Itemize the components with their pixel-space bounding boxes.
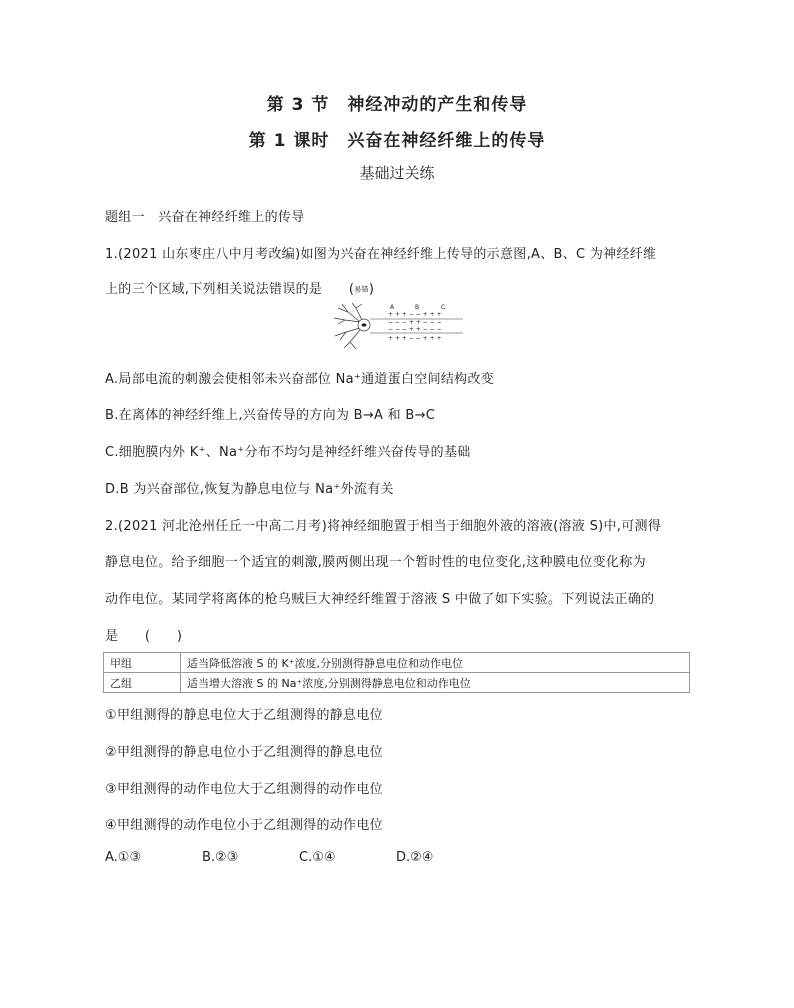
desc-cell: 适当增大溶液 S 的 Na⁺浓度,分别测得静息电位和动作电位 — [181, 673, 690, 693]
q2-option-b: B.②③ — [202, 850, 239, 865]
experiment-table — [103, 652, 690, 693]
q2-stem-line2: 静息电位。给予细胞一个适宜的刺激,膜两侧出现一个暂时性的电位变化,这种膜电位变化称为 — [105, 555, 646, 570]
group1-title: 题组一 兴奋在神经纤维上的传导 — [105, 210, 305, 225]
q1-option-b: B.在离体的神经纤维上,兴奋传导的方向为 B→A 和 B→C — [105, 408, 436, 423]
q2-option-c: C.①④ — [299, 850, 336, 865]
q2-stem-line3: 动作电位。某同学将离体的枪乌贼巨大神经纤维置于溶液 S 中做了如下实验。下列说法正确的 — [105, 592, 655, 607]
q1-tag: 易错 — [354, 285, 369, 294]
lesson-title: 第 1 课时 兴奋在神经纤维上的传导 — [248, 131, 546, 151]
q1-option-d: D.B 为兴奋部位,恢复为静息电位与 Na⁺外流有关 — [105, 482, 394, 497]
table-row — [104, 673, 690, 693]
practice-title: 基础过关练 — [359, 164, 435, 182]
charge-row-inner-bottom: − − − + + − − − — [388, 326, 442, 333]
group-cell: 甲组 — [104, 653, 181, 673]
q2-statement-3: ③甲组测得的动作电位大于乙组测得的动作电位 — [105, 782, 383, 797]
diagram-label-b: B — [415, 304, 420, 311]
q2-option-d: D.②④ — [396, 850, 434, 865]
q2-statement-4: ④甲组测得的动作电位小于乙组测得的动作电位 — [105, 818, 383, 833]
q2-option-a: A.①③ — [105, 850, 142, 865]
nucleus — [362, 323, 367, 326]
q1-close: ) — [368, 282, 375, 297]
q1-option-c: C.细胞膜内外 K⁺、Na⁺分布不均匀是神经纤维兴奋传导的基础 — [105, 445, 471, 460]
q1-stem-line2 — [105, 278, 374, 297]
charge-row-outer-top: + + + − − + + + — [388, 311, 442, 318]
nerve-fiber-diagram — [330, 302, 465, 352]
table-row — [104, 653, 690, 673]
q2-options — [105, 850, 493, 865]
q1-stem-line1: 1.(2021 山东枣庄八中月考改编)如图为兴奋在神经纤维上传导的示意图,A、B、C 为神经纤维 — [105, 247, 657, 262]
q1-stem-text: 上的三个区域,下列相关说法错误的是 ( — [105, 282, 355, 297]
q2-stem-line1: 2.(2021 河北沧州任丘一中高二月考)将神经细胞置于相当于细胞外液的溶液(溶液 S)中,可测得 — [105, 519, 662, 534]
q2-statement-2: ②甲组测得的静息电位小于乙组测得的静息电位 — [105, 745, 383, 760]
charge-row-inner-top: − − − + + − − − — [388, 319, 442, 326]
diagram-label-a: A — [390, 304, 395, 311]
q2-statement-1: ①甲组测得的静息电位大于乙组测得的静息电位 — [105, 708, 383, 723]
q1-option-a: A.局部电流的刺激会使相邻未兴奋部位 Na⁺通道蛋白空间结构改变 — [105, 372, 495, 387]
q2-stem-line4: 是 ( ) — [105, 629, 183, 644]
diagram-label-c: C — [441, 304, 446, 311]
group-cell: 乙组 — [104, 673, 181, 693]
charge-row-outer-bottom: + + + − − + + + — [388, 335, 442, 342]
section-title: 第 3 节 神经冲动的产生和传导 — [266, 95, 528, 115]
desc-cell: 适当降低溶液 S 的 K⁺浓度,分别测得静息电位和动作电位 — [181, 653, 690, 673]
